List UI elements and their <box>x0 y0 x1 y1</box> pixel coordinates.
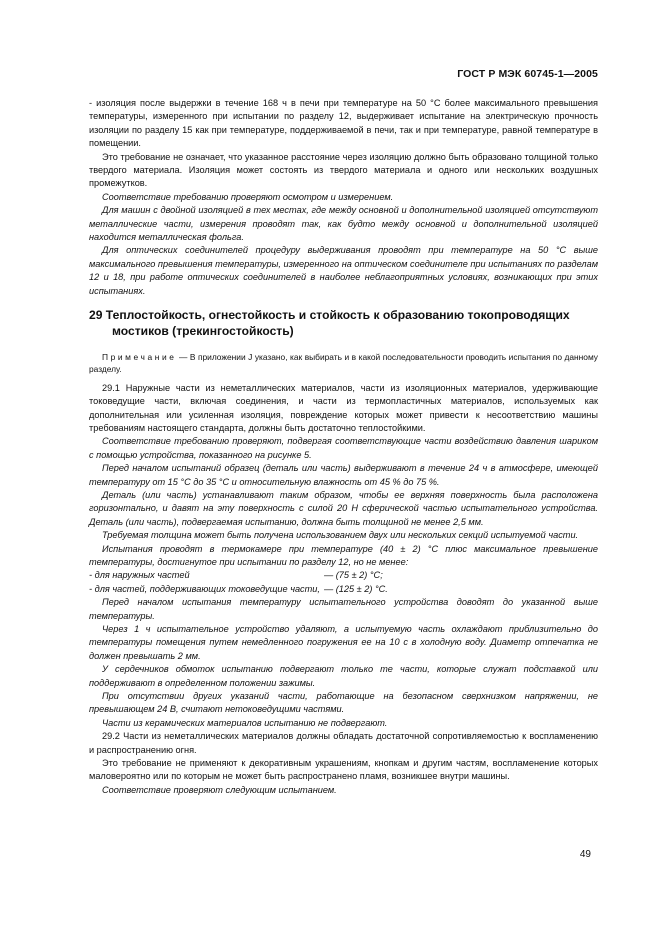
paragraph: Соответствие требованию проверяют, подвергая соответствующие части воздействию давления шариком с помощью устройства, показанного на рисунке 5. <box>89 436 598 460</box>
paragraph: - изоляция после выдержки в течение 168 ч в печи при температуре на 50 °С более максимального превышения температуры, измеренного при испытании по разделу 12, выдерживает испытание на электрическую прочность изоляции по разделу 15 как при температуре, поддерживаемой в печи, так и при температуре, равной температуре в помещении. <box>89 98 598 149</box>
document-header: ГОСТ Р МЭК 60745-1—2005 <box>457 68 598 80</box>
paragraph: Соответствие требованию проверяют осмотром и измерением. <box>102 191 394 202</box>
note-label: Примечание <box>102 352 177 363</box>
paragraph: Испытания проводят в термокамере при температуре (40 ± 2) °С плюс максимальное превышение температуры, достигнутое при испытании по разделу 12, но не менее: <box>89 543 598 567</box>
paragraph: Деталь (или часть) устанавливают таким образом, чтобы ее верхняя поверхность была расположена горизонтально, и давят на эту поверхность с силой 20 Н сферической частью испытательного устройства. Деталь (или часть), подвергаемая испытанию, должна быть толщиной не менее 2,5 мм. <box>89 489 598 527</box>
paragraph: У сердечников обмоток испытанию подвергают только те части, которые служат подставкой или поддерживают в определенном положении зажимы. <box>89 664 598 688</box>
list-item-value: — (125 ± 2) °С. <box>324 583 388 594</box>
paragraph: Это требование не означает, что указанное расстояние через изоляцию должно быть образовано толщиной только твердого материала. Изоляция может состоять из твердого материала и одного или нескольких воздушных промежутков. <box>89 151 598 189</box>
paragraph: Для машин с двойной изоляцией в тех местах, где между основной и дополнительной изоляцией отсутствуют металлические части, измерения проводят так, как будто между основной и дополнительной изоляцией находится металлическая фольга. <box>89 205 598 243</box>
note <box>89 351 598 376</box>
paragraph: Перед началом испытаний образец (деталь или часть) выдерживают в течение 24 ч в атмосфере, имеющей температуру от 15 °С до 35 °С и относительную влажность от 45 % до 75 %. <box>89 463 598 487</box>
note-text: — В приложении J указано, как выбирать и в какой последовательности проводить испытания по данному разделу. <box>89 352 598 375</box>
page-content <box>89 97 598 797</box>
list-item-value: — (75 ± 2) °С; <box>324 570 383 581</box>
section-heading: 29 Теплостойкость, огнестойкость и стойкость к образованию токопроводящих мостиков (трекингостойкость) <box>89 308 570 338</box>
paragraph: Через 1 ч испытательное устройство удаляют, а испытуемую часть охлаждают приблизительно до температуры помещения путем немедленного погружения ее на 10 с в холодную воду. Диаметр отпечатка не должен превышать 2 мм. <box>89 624 598 661</box>
paragraph: При отсутствии других указаний части, работающие на безопасном сверхнизком напряжении, не превышающем 24 В, считают нетоковедущими частями. <box>89 691 598 715</box>
paragraph: Перед началом испытания температуру испытательного устройства доводят до указанной выше температуры. <box>89 597 598 621</box>
list-item-label: - для частей, поддерживающих токоведущие части, <box>89 583 320 594</box>
paragraph: Части из керамических материалов испытанию не подвергают. <box>102 717 388 728</box>
paragraph: Это требование не применяют к декоративным украшениям, кнопкам и другим частям, воспламенение которых маловероятно или по которым не может быть распространено пламя, возникшее внутри машины. <box>89 758 598 782</box>
list-item-label: - для наружных частей <box>89 570 190 581</box>
paragraph: Требуемая толщина может быть получена использованием двух или нескольких секций испытуемой части. <box>102 530 579 541</box>
paragraph: 29.1 Наружные части из неметаллических материалов, части из изоляционных материалов, удерживающие токоведущие части, включая соединения, и части из термопластичных материалов, используемых как дополнительная или усиленная изоляция, повреждение которых может привести к несоответствию машины требованиям настоящего стандарта, должны быть достаточно теплостойкими. <box>89 382 598 433</box>
paragraph: Соответствие проверяют следующим испытанием. <box>102 784 337 795</box>
list-item <box>89 569 598 582</box>
list-item <box>89 583 598 596</box>
page-number: 49 <box>579 849 591 860</box>
paragraph: Для оптических соединителей процедуру выдерживания проводят при температуре на 50 °С выше максимального превышения температуры, измеренного на оптическом соединителе при испытаниях по разделам 12 и 18, при работе оптических соединителей в наиболее неблагоприятных условиях, возникающих при этих испытаниях. <box>89 245 598 296</box>
paragraph: 29.2 Части из неметаллических материалов должны обладать достаточной сопротивляемостью к воспламенению и распространению огня. <box>89 731 598 755</box>
